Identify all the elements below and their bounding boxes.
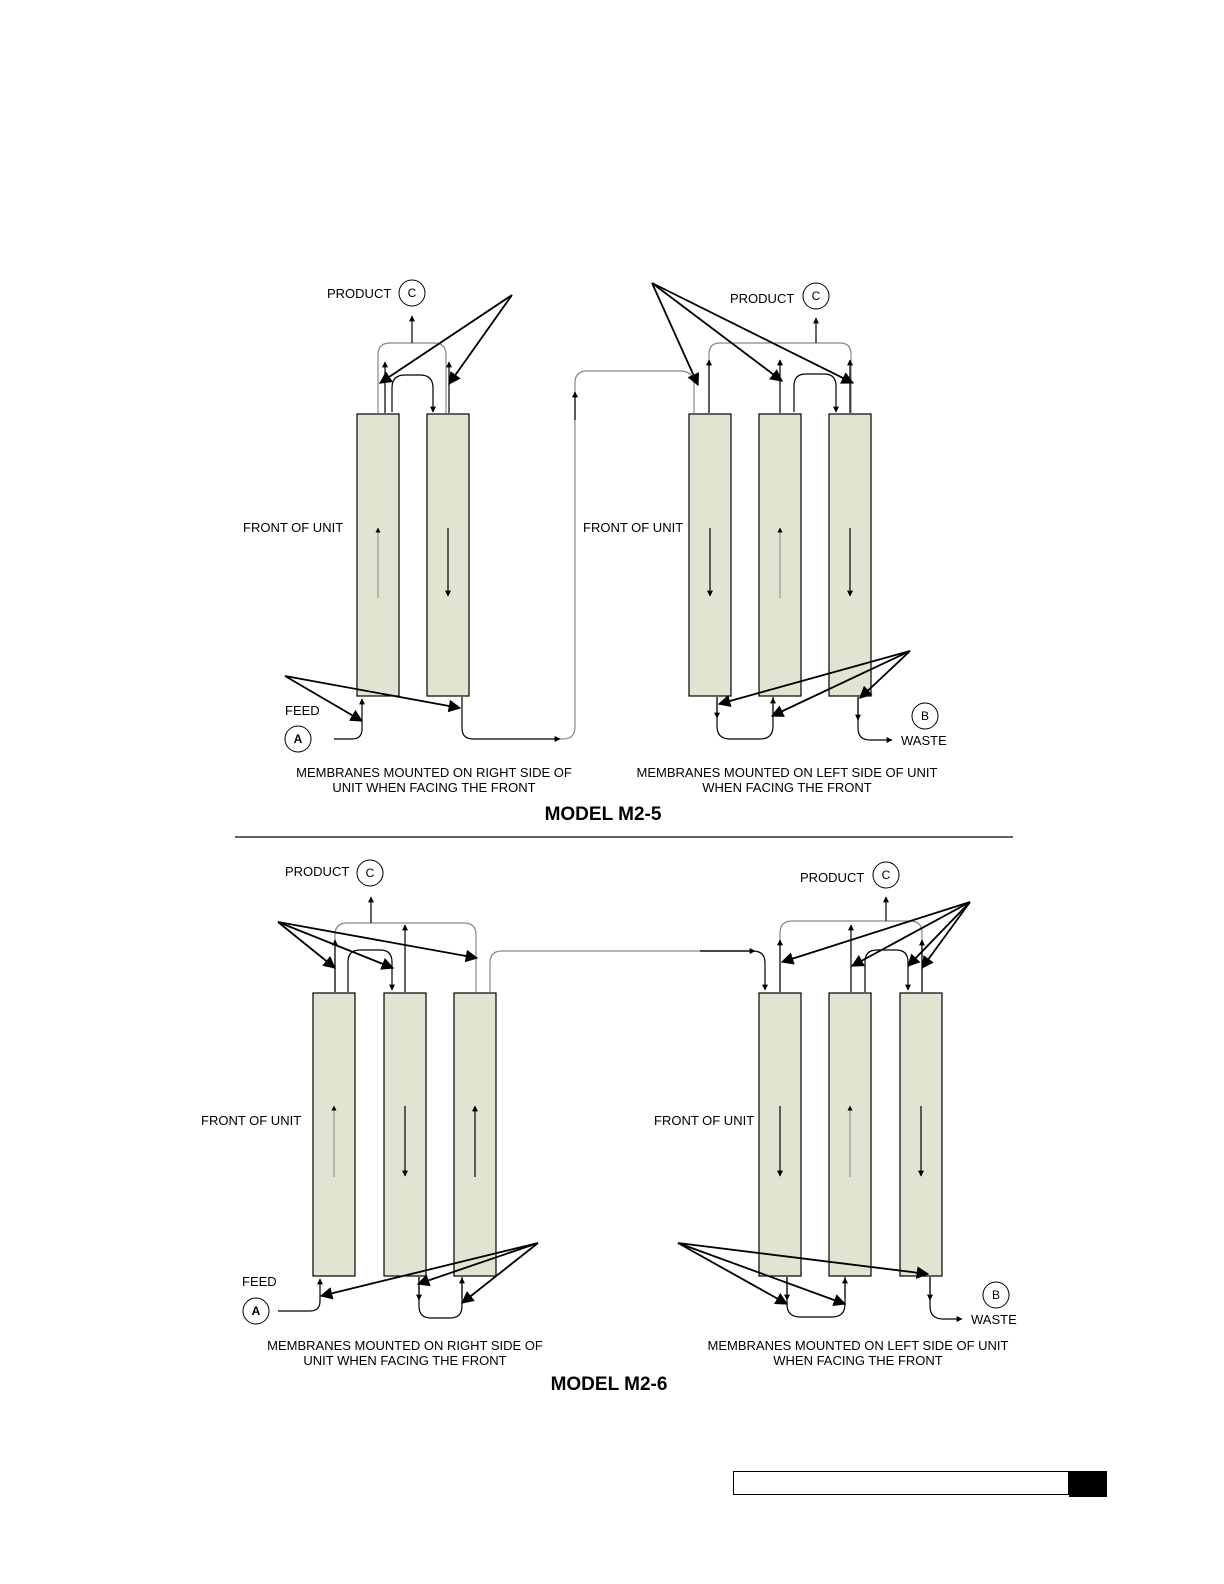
waste-label: WASTE	[901, 733, 947, 748]
transfer-pipe	[490, 951, 700, 992]
m2-6-right-caption-line1: MEMBRANES MOUNTED ON LEFT SIDE OF UNIT	[707, 1338, 1009, 1353]
crossover-pipe	[794, 374, 836, 412]
model-m2-6	[201, 860, 1017, 1395]
port-b-label: B	[991, 1288, 1001, 1302]
concentrate-crossover-pipe	[419, 1277, 462, 1318]
port-a-label: A	[251, 1304, 261, 1318]
feed-label: FEED	[285, 703, 320, 718]
feed-label: FEED	[242, 1274, 277, 1289]
callout-arrow	[922, 902, 970, 968]
model-m2-5	[243, 280, 947, 825]
product-label: PRODUCT	[327, 286, 392, 301]
m2-5-right-caption-line1: MEMBRANES MOUNTED ON LEFT SIDE OF UNIT	[636, 765, 938, 780]
front-of-unit-label: FRONT OF UNIT	[201, 1113, 302, 1128]
port-c-label: C	[365, 866, 375, 880]
callout-arrow	[652, 283, 698, 385]
port-a-label: A	[293, 732, 303, 746]
concentrate-crossover-pipe	[717, 697, 773, 739]
port-c-label: C	[881, 868, 891, 882]
footer-box	[733, 1471, 1069, 1495]
m2-6-left-caption-line1: MEMBRANES MOUNTED ON RIGHT SIDE OF	[267, 1338, 543, 1353]
callout-arrow	[678, 1243, 928, 1274]
m2-6-left-caption-line2: UNIT WHEN FACING THE FRONT	[303, 1353, 507, 1368]
model-m2-5-title: MODEL M2-5	[544, 804, 662, 825]
port-c-label: C	[811, 289, 821, 303]
m2-5-left-caption-line1: MEMBRANES MOUNTED ON RIGHT SIDE OF	[296, 765, 572, 780]
m2-6-right-caption-line2: WHEN FACING THE FRONT	[773, 1353, 943, 1368]
product-label: PRODUCT	[285, 864, 350, 879]
port-c-label: C	[407, 286, 417, 300]
m2-5-right-group	[583, 283, 947, 795]
waste-label: WASTE	[971, 1312, 1017, 1327]
waste-outlet-pipe	[930, 1277, 962, 1319]
footer-page-tab	[1069, 1471, 1107, 1497]
callout-arrow	[449, 295, 512, 384]
m2-6-right-group	[654, 862, 1017, 1368]
transfer-pipe	[560, 371, 694, 739]
crossover-pipe	[392, 375, 433, 412]
waste-outlet-pipe	[858, 697, 892, 740]
crossover-pipe	[348, 950, 392, 992]
model-m2-6-title: MODEL M2-6	[550, 1374, 668, 1395]
m2-5-left-group	[243, 280, 694, 795]
front-of-unit-label: FRONT OF UNIT	[654, 1113, 755, 1128]
feed-inlet-pipe	[278, 1279, 320, 1311]
m2-5-left-caption-line2: UNIT WHEN FACING THE FRONT	[332, 780, 536, 795]
front-of-unit-label: FRONT OF UNIT	[243, 520, 344, 535]
concentrate-crossover-pipe	[787, 1277, 845, 1317]
transfer-pipe	[700, 951, 765, 990]
port-b-label: B	[920, 709, 930, 723]
transfer-pipe	[462, 697, 560, 739]
product-label: PRODUCT	[730, 291, 795, 306]
m2-5-right-caption-line2: WHEN FACING THE FRONT	[702, 780, 872, 795]
product-label: PRODUCT	[800, 870, 865, 885]
callout-arrow	[278, 922, 477, 958]
callout-arrow	[278, 922, 335, 968]
front-of-unit-label: FRONT OF UNIT	[583, 520, 684, 535]
